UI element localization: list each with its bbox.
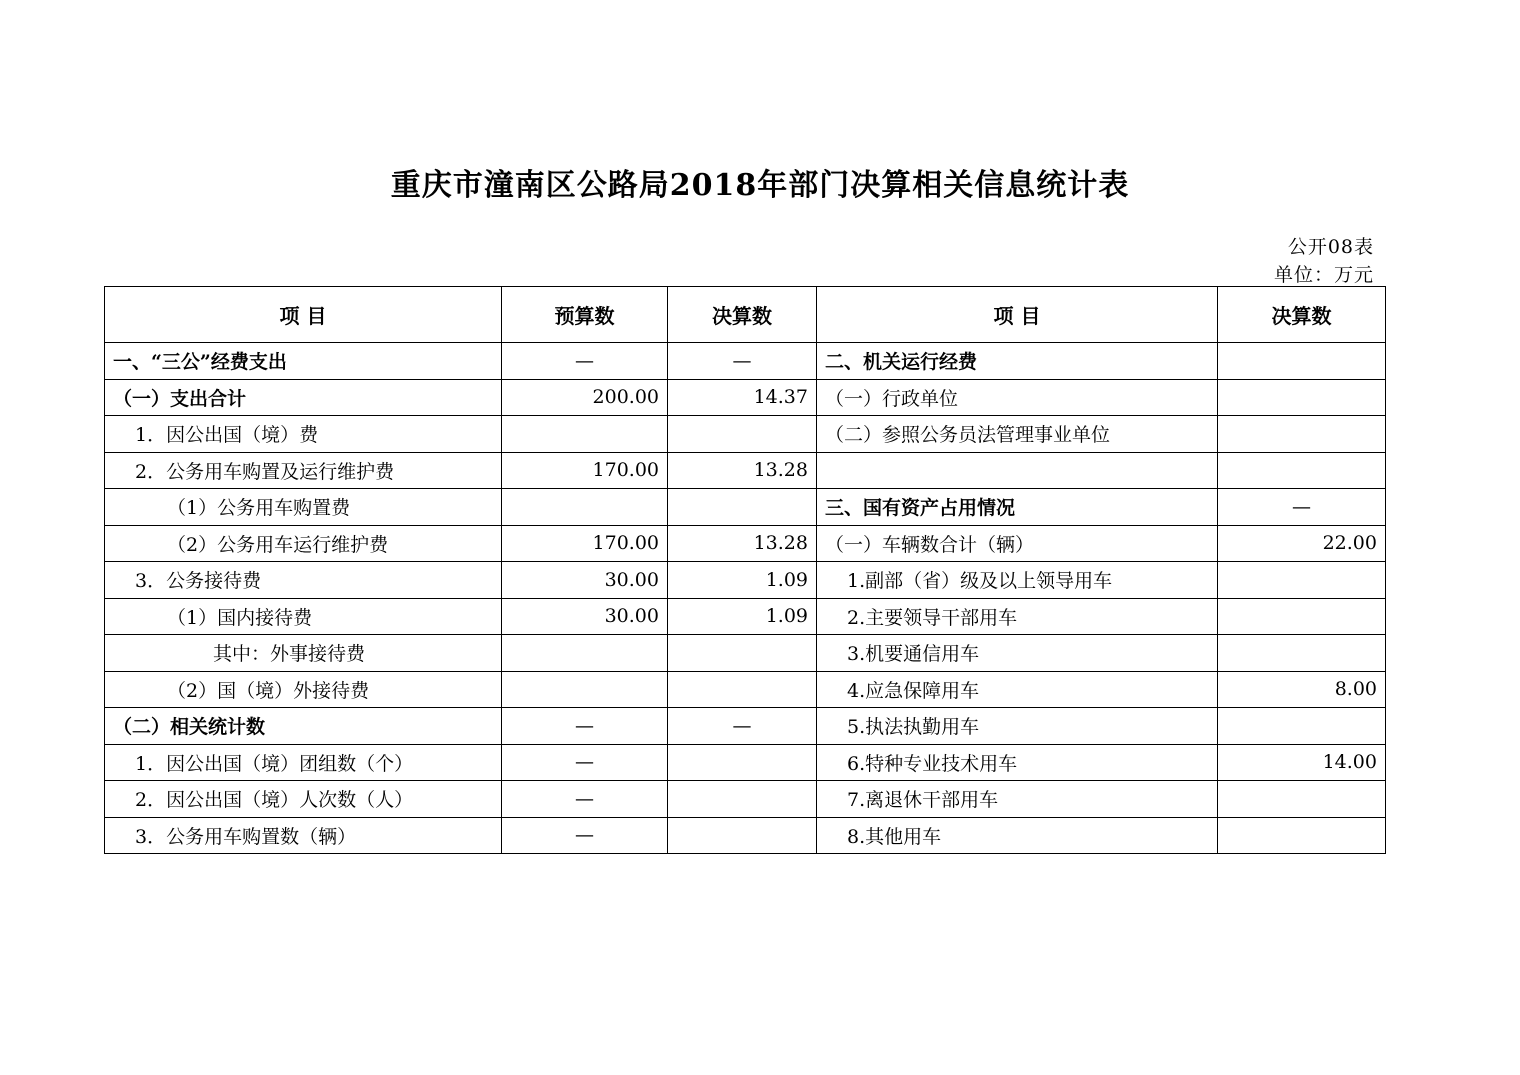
header-budget: 预算数 <box>502 287 668 343</box>
left-item: （1）公务用车购置费 <box>105 489 502 526</box>
right-actual-cell <box>1218 708 1386 745</box>
actual-cell: 13.28 <box>668 452 817 489</box>
table-row <box>105 525 1386 562</box>
header-actual-left: 决算数 <box>668 287 817 343</box>
table-row <box>105 343 1386 380</box>
right-actual-cell <box>1218 416 1386 453</box>
right-item: 二、机关运行经费 <box>817 343 1218 380</box>
right-actual-cell <box>1218 781 1386 818</box>
right-item: 6.特种专业技术用车 <box>817 744 1218 781</box>
right-item: （二）参照公务员法管理事业单位 <box>817 416 1218 453</box>
right-actual-cell <box>1218 343 1386 380</box>
left-item: 3．公务接待费 <box>105 562 502 599</box>
right-item: 1.副部（省）级及以上领导用车 <box>817 562 1218 599</box>
left-item: （2）国（境）外接待费 <box>105 671 502 708</box>
actual-cell: 1.09 <box>668 598 817 635</box>
actual-cell: — <box>668 343 817 380</box>
table-row <box>105 635 1386 672</box>
table-row <box>105 708 1386 745</box>
actual-cell <box>668 671 817 708</box>
left-item: 1．因公出国（境）费 <box>105 416 502 453</box>
actual-cell <box>668 416 817 453</box>
form-number: 公开08表 <box>1287 236 1374 258</box>
statistics-table <box>104 286 1386 854</box>
actual-cell: — <box>668 708 817 745</box>
actual-cell <box>668 489 817 526</box>
left-item: 2．公务用车购置及运行维护费 <box>105 452 502 489</box>
budget-cell: — <box>502 781 668 818</box>
budget-cell: 30.00 <box>502 598 668 635</box>
table-row <box>105 781 1386 818</box>
budget-cell: 200.00 <box>502 379 668 416</box>
budget-cell <box>502 416 668 453</box>
budget-cell: 30.00 <box>502 562 668 599</box>
budget-cell: 170.00 <box>502 525 668 562</box>
right-actual-cell <box>1218 817 1386 854</box>
budget-cell: 170.00 <box>502 452 668 489</box>
actual-cell <box>668 817 817 854</box>
budget-cell: — <box>502 817 668 854</box>
left-item: 1．因公出国（境）团组数（个） <box>105 744 502 781</box>
actual-cell: 14.37 <box>668 379 817 416</box>
header-item-right: 项 目 <box>817 287 1218 343</box>
left-item: （二）相关统计数 <box>105 708 502 745</box>
right-actual-cell: 14.00 <box>1218 744 1386 781</box>
table-row <box>105 452 1386 489</box>
budget-cell: — <box>502 343 668 380</box>
right-item: 4.应急保障用车 <box>817 671 1218 708</box>
left-item: 3．公务用车购置数（辆） <box>105 817 502 854</box>
right-item: （一）行政单位 <box>817 379 1218 416</box>
right-item: 2.主要领导干部用车 <box>817 598 1218 635</box>
right-actual-cell <box>1218 635 1386 672</box>
right-actual-cell <box>1218 598 1386 635</box>
right-item: 三、国有资产占用情况 <box>817 489 1218 526</box>
budget-cell <box>502 671 668 708</box>
table-row <box>105 598 1386 635</box>
actual-cell <box>668 635 817 672</box>
right-actual-cell: 8.00 <box>1218 671 1386 708</box>
header-actual-right: 决算数 <box>1218 287 1386 343</box>
left-item: （2）公务用车运行维护费 <box>105 525 502 562</box>
actual-cell: 1.09 <box>668 562 817 599</box>
actual-cell <box>668 744 817 781</box>
left-item: 一、“三公”经费支出 <box>105 343 502 380</box>
right-actual-cell: — <box>1218 489 1386 526</box>
actual-cell: 13.28 <box>668 525 817 562</box>
budget-cell <box>502 635 668 672</box>
table-row <box>105 744 1386 781</box>
unit-label: 单位：万元 <box>1273 264 1374 286</box>
table-header-row <box>105 287 1386 343</box>
actual-cell <box>668 781 817 818</box>
table-row <box>105 416 1386 453</box>
table-row <box>105 671 1386 708</box>
header-item-left: 项 目 <box>105 287 502 343</box>
left-item: 2．因公出国（境）人次数（人） <box>105 781 502 818</box>
right-actual-cell <box>1218 452 1386 489</box>
left-item: （1）国内接待费 <box>105 598 502 635</box>
right-item: （一）车辆数合计（辆） <box>817 525 1218 562</box>
right-actual-cell <box>1218 379 1386 416</box>
table-row <box>105 379 1386 416</box>
left-item: （一）支出合计 <box>105 379 502 416</box>
table-row <box>105 489 1386 526</box>
table-row <box>105 562 1386 599</box>
right-item: 5.执法执勤用车 <box>817 708 1218 745</box>
left-item: 其中：外事接待费 <box>105 635 502 672</box>
right-item <box>817 452 1218 489</box>
right-item: 3.机要通信用车 <box>817 635 1218 672</box>
table-row <box>105 817 1386 854</box>
budget-cell: — <box>502 744 668 781</box>
budget-cell: — <box>502 708 668 745</box>
right-item: 7.离退休干部用车 <box>817 781 1218 818</box>
right-actual-cell <box>1218 562 1386 599</box>
page-title: 重庆市潼南区公路局2018年部门决算相关信息统计表 <box>390 168 1130 203</box>
budget-cell <box>502 489 668 526</box>
right-item: 8.其他用车 <box>817 817 1218 854</box>
right-actual-cell: 22.00 <box>1218 525 1386 562</box>
